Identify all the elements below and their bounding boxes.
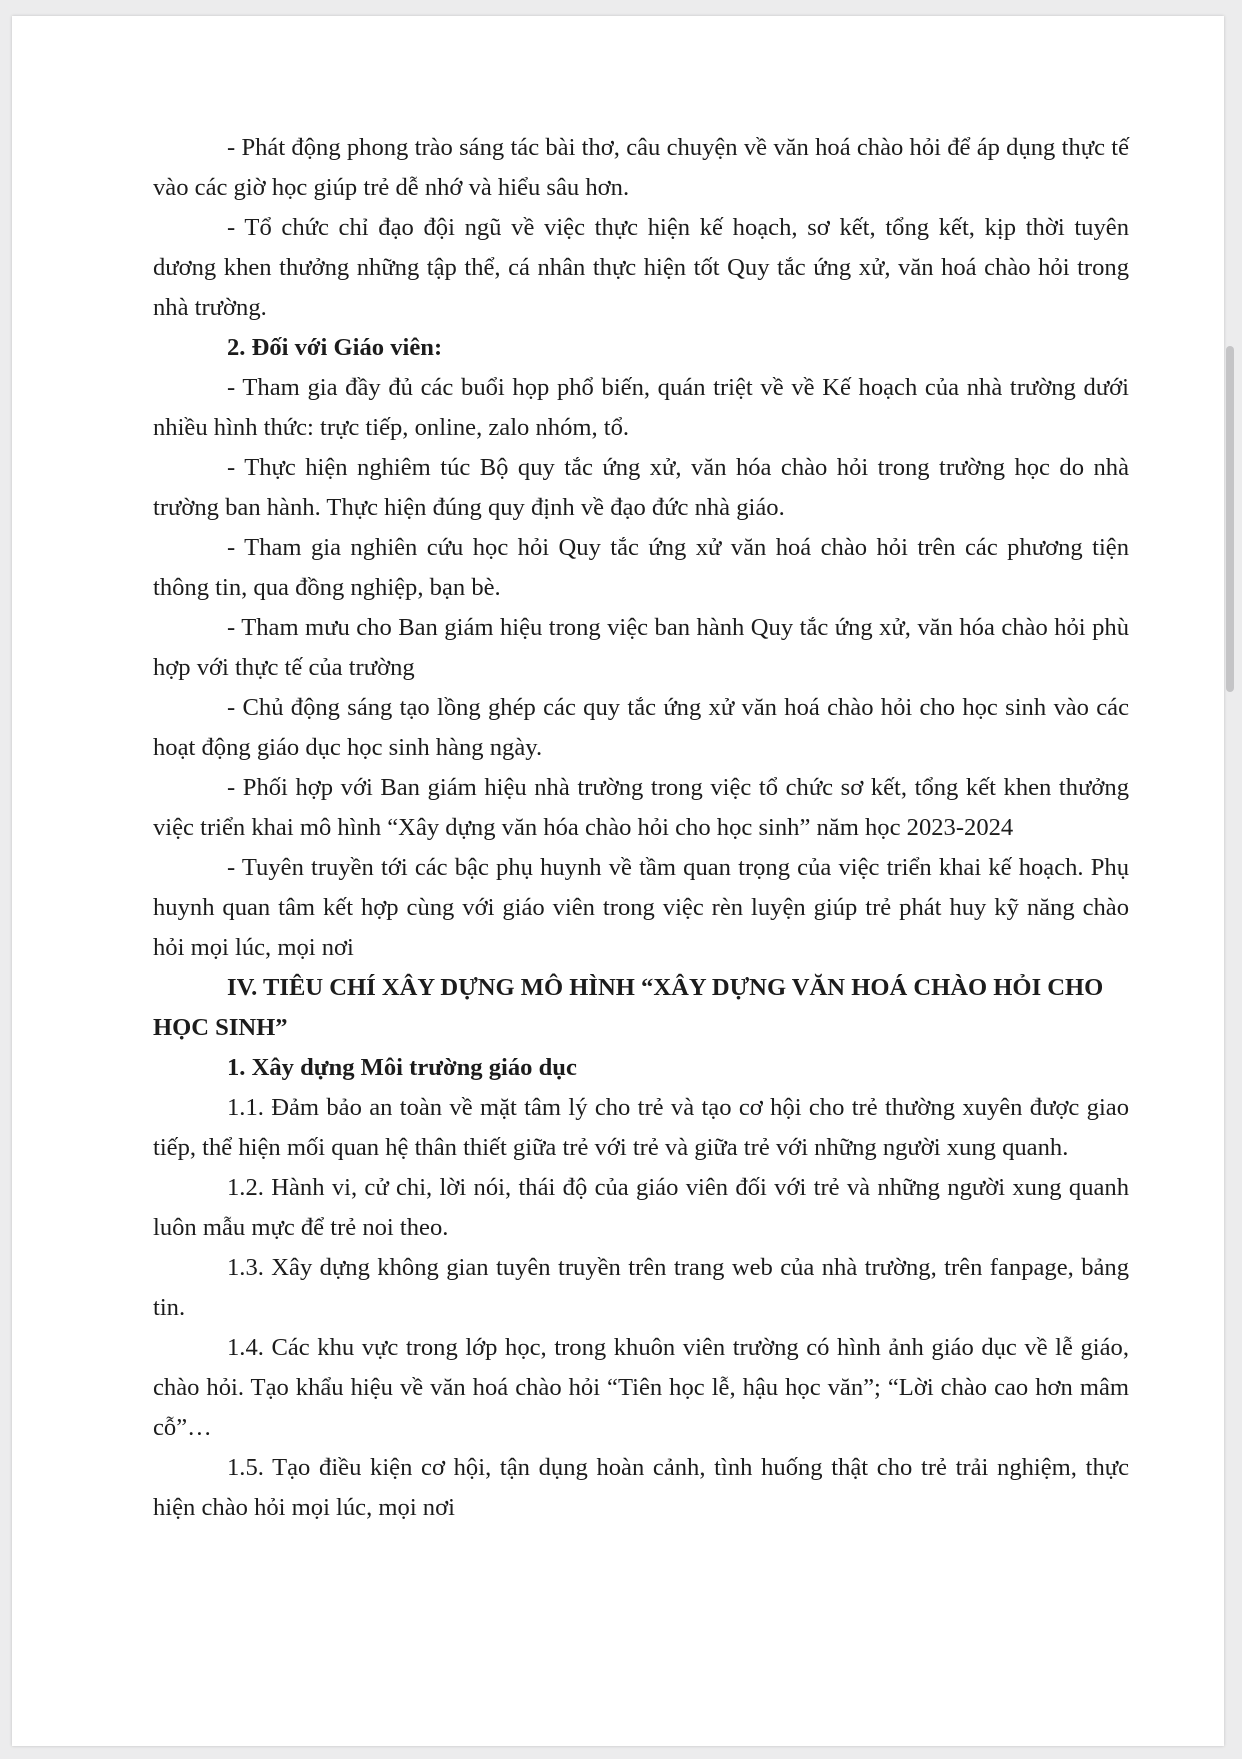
- paragraph: 1.3. Xây dựng không gian tuyên truyền trên trang web của nhà trường, trên fanpage, bảng tin.: [153, 1254, 1129, 1321]
- chapter-heading-iv: IV. TIÊU CHÍ XÂY DỰNG MÔ HÌNH “XÂY DỰNG VĂN HOÁ CHÀO HỎI CHO HỌC SINH”: [153, 974, 1104, 1041]
- paragraph: 1.2. Hành vi, cử chi, lời nói, thái độ của giáo viên đối với trẻ và những người xung quanh luôn mẫu mực để trẻ noi theo.: [153, 1174, 1129, 1241]
- paragraph: 1.1. Đảm bảo an toàn về mặt tâm lý cho trẻ và tạo cơ hội cho trẻ thường xuyên được giao tiếp, thể hiện mối quan hệ thân thiết giữa trẻ với trẻ và giữa trẻ với những người xung quanh.: [153, 1094, 1129, 1161]
- paragraph: - Tổ chức chỉ đạo đội ngũ về việc thực hiện kế hoạch, sơ kết, tổng kết, kịp thời tuyên dương khen thưởng những tập thể, cá nhân thực hiện tốt Quy tắc ứng xử, văn hoá chào hỏi trong nhà trường.: [153, 214, 1129, 321]
- paragraph: - Tham gia nghiên cứu học hỏi Quy tắc ứng xử văn hoá chào hỏi trên các phương tiện thông tin, qua đồng nghiệp, bạn bè.: [153, 534, 1129, 601]
- paragraph: - Tuyên truyền tới các bậc phụ huynh về tầm quan trọng của việc triển khai kế hoạch. Phụ huynh quan tâm kết hợp cùng với giáo viên trong việc rèn luyện giúp trẻ phát huy kỹ năng chào hỏi mọi lúc, mọi nơi: [153, 854, 1129, 961]
- paragraph: - Tham gia đầy đủ các buổi họp phổ biến, quán triệt về về Kế hoạch của nhà trường dưới nhiều hình thức: trực tiếp, online, zalo nhóm, tổ.: [153, 374, 1129, 441]
- paragraph: - Tham mưu cho Ban giám hiệu trong việc ban hành Quy tắc ứng xử, văn hóa chào hỏi phù hợp với thực tế của trường: [153, 614, 1129, 681]
- section-heading-teachers: 2. Đối với Giáo viên:: [227, 334, 443, 361]
- vertical-scrollbar[interactable]: [1226, 346, 1234, 692]
- paragraph: - Phát động phong trào sáng tác bài thơ, câu chuyện về văn hoá chào hỏi để áp dụng thực tế vào các giờ học giúp trẻ dễ nhớ và hiểu sâu hơn.: [153, 134, 1129, 201]
- document-body: [153, 128, 1129, 1528]
- paragraph: 1.4. Các khu vực trong lớp học, trong khuôn viên trường có hình ảnh giáo dục về lễ giáo, chào hỏi. Tạo khẩu hiệu về văn hoá chào hỏi “Tiên học lễ, hậu học văn”; “Lời chào cao hơn mâm cỗ”…: [153, 1334, 1129, 1441]
- paragraph: - Phối hợp với Ban giám hiệu nhà trường trong việc tổ chức sơ kết, tổng kết khen thưởng việc triển khai mô hình “Xây dựng văn hóa chào hỏi cho học sinh” năm học 2023-2024: [153, 774, 1129, 841]
- paragraph: - Thực hiện nghiêm túc Bộ quy tắc ứng xử, văn hóa chào hỏi trong trường học do nhà trường ban hành. Thực hiện đúng quy định về đạo đức nhà giáo.: [153, 454, 1129, 521]
- section-heading-environment: 1. Xây dựng Môi trường giáo dục: [227, 1054, 577, 1081]
- paragraph: 1.5. Tạo điều kiện cơ hội, tận dụng hoàn cảnh, tình huống thật cho trẻ trải nghiệm, thực hiện chào hỏi mọi lúc, mọi nơi: [153, 1454, 1129, 1521]
- paragraph: - Chủ động sáng tạo lồng ghép các quy tắc ứng xử văn hoá chào hỏi cho học sinh vào các hoạt động giáo dục học sinh hàng ngày.: [153, 694, 1129, 761]
